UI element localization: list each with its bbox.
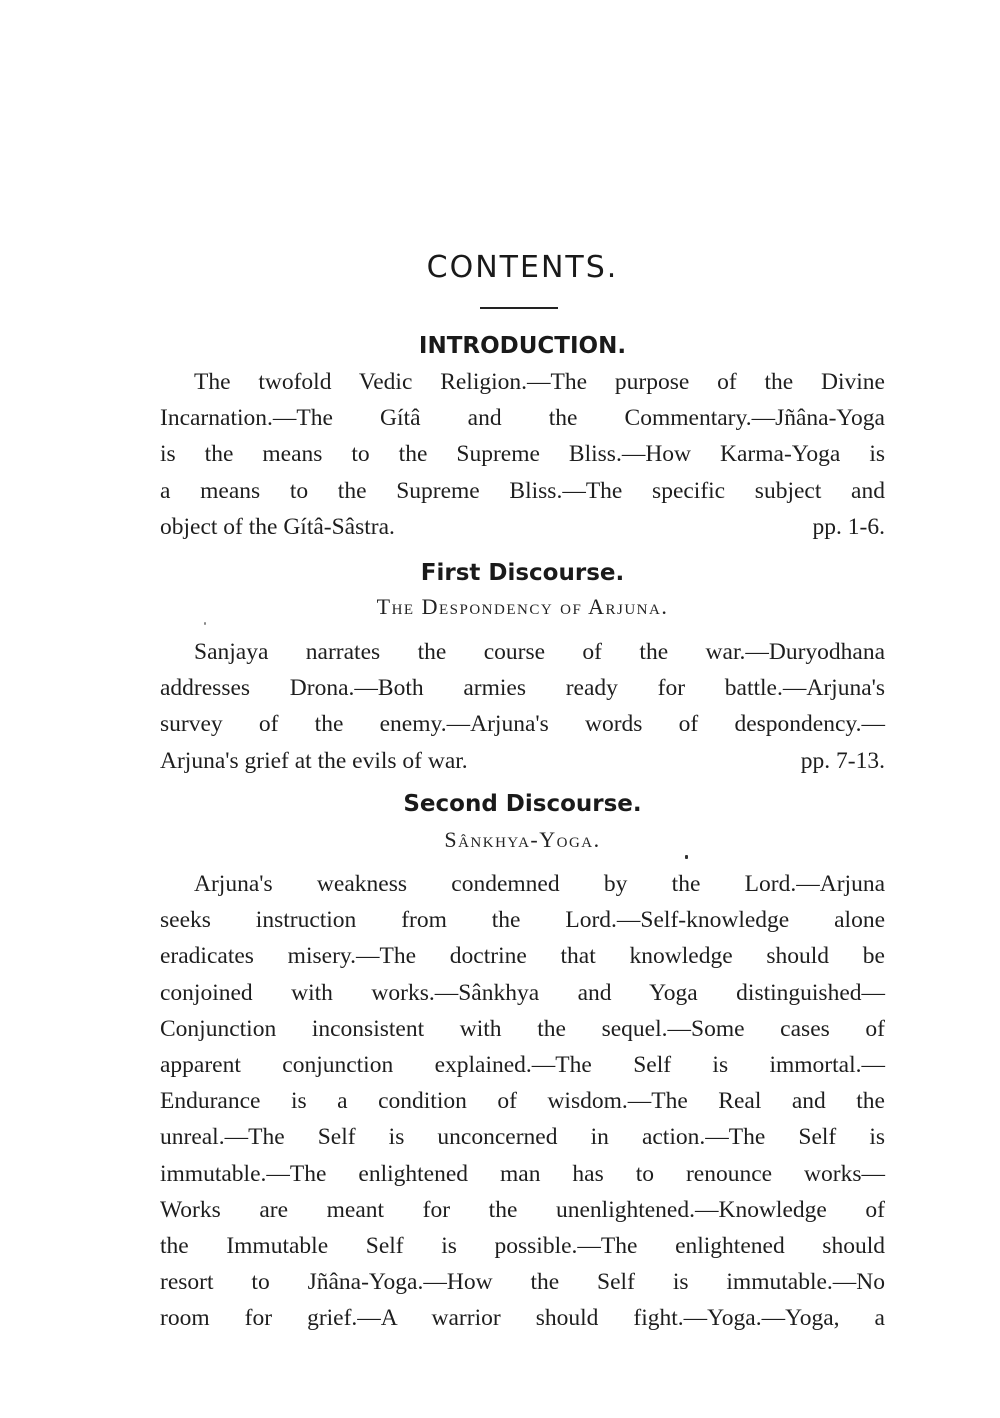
first-discourse-last-line <box>160 743 885 779</box>
introduction-line: The twofold Vedic Religion.—The purpose of the Divine <box>194 369 885 395</box>
second-discourse-heading: Second Discourse. <box>403 791 642 817</box>
print-speck <box>685 855 688 859</box>
first-discourse-summary <box>160 634 885 779</box>
second-discourse-line: immutable.—The enlightened man has to renounce works— <box>160 1160 885 1187</box>
first-discourse-line: addresses Drona.—Both armies ready for battle.—Arjuna's <box>160 675 885 702</box>
first-discourse-page-range: pp. 7-13. <box>800 747 885 774</box>
second-discourse-summary <box>160 866 885 1337</box>
second-discourse-line: Works are meant for the unenlightened.—Knowledge of <box>160 1196 885 1223</box>
introduction-line: object of the Gítâ-Sâstra. <box>160 513 395 540</box>
second-discourse-line: eradicates misery.—The doctrine that knowledge should be <box>160 943 885 970</box>
introduction-last-line <box>160 509 885 545</box>
second-discourse-line: Endurance is a condition of wisdom.—The Real and the <box>160 1088 885 1115</box>
second-discourse-line: apparent conjunction explained.—The Self is immortal.— <box>160 1052 885 1079</box>
first-discourse-line: Sanjaya narrates the course of the war.—Duryodhana <box>194 639 885 665</box>
first-discourse-line: survey of the enemy.—Arjuna's words of despondency.— <box>160 711 885 738</box>
second-discourse-line: seeks instruction from the Lord.—Self-knowledge alone <box>160 907 885 934</box>
introduction-line: Incarnation.—The Gítâ and the Commentary.—Jñâna-Yoga <box>160 405 885 432</box>
second-discourse-line: resort to Jñâna-Yoga.—How the Self is immutable.—No <box>160 1269 885 1296</box>
introduction-line: is the means to the Supreme Bliss.—How Karma-Yoga is <box>160 441 885 468</box>
print-speck <box>204 622 206 625</box>
second-discourse-line: Conjunction inconsistent with the sequel.—Some cases of <box>160 1015 885 1042</box>
introduction-heading: INTRODUCTION. <box>418 333 627 359</box>
second-discourse-line: conjoined with works.—Sânkhya and Yoga distinguished— <box>160 979 885 1006</box>
first-discourse-line: Arjuna's grief at the evils of war. <box>160 747 468 774</box>
introduction-page-range: pp. 1-6. <box>812 513 885 540</box>
introduction-line: a means to the Supreme Bliss.—The specific subject and <box>160 477 885 504</box>
title-divider <box>480 307 558 309</box>
second-discourse-line: the Immutable Self is possible.—The enlightened should <box>160 1233 885 1260</box>
second-discourse-line: unreal.—The Self is unconcerned in action.—The Self is <box>160 1124 885 1151</box>
second-discourse-subtitle: Sânkhya-Yoga. <box>444 827 601 852</box>
second-discourse-line: Arjuna's weakness condemned by the Lord.—Arjuna <box>194 871 885 897</box>
first-discourse-heading: First Discourse. <box>420 560 625 586</box>
page-title: CONTENTS. <box>426 250 619 285</box>
first-discourse-subtitle: The Despondency of Arjuna. <box>376 594 669 619</box>
introduction-summary <box>160 364 885 545</box>
second-discourse-line: room for grief.—A warrior should fight.—Yoga.—Yoga, a <box>160 1305 885 1332</box>
